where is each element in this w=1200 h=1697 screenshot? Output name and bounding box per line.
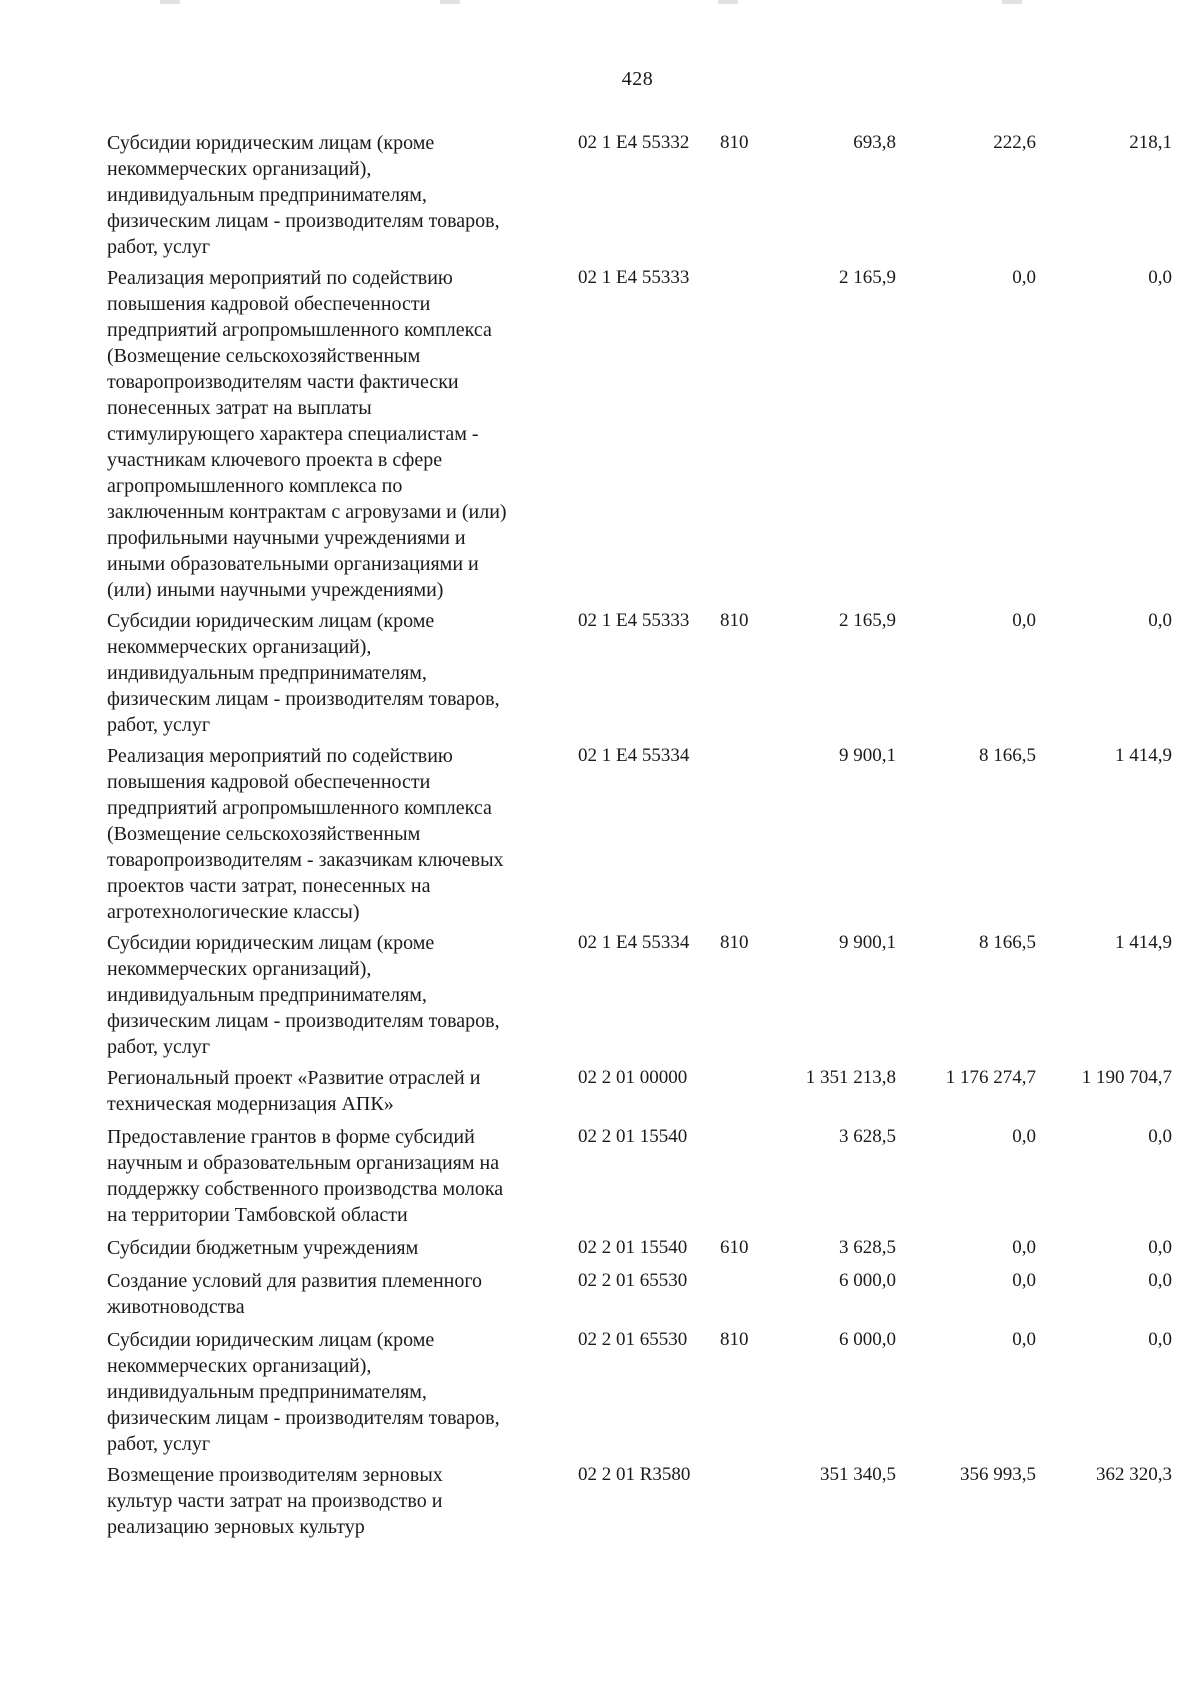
row-amount-year-2: 8 166,5 — [979, 745, 1036, 766]
row-name: Региональный проект «Развитие отраслей и техническая модернизация АПК» — [107, 1067, 481, 1115]
row-amount-year-1: 6 000,0 — [839, 1270, 896, 1291]
row-amount-year-2: 0,0 — [1012, 1237, 1036, 1258]
row-amount-year-3: 1 190 704,7 — [1081, 1067, 1172, 1088]
row-amount-year-3: 218,1 — [1129, 132, 1172, 153]
row-amount-year-1: 9 900,1 — [839, 745, 896, 766]
row-name: Реализация мероприятий по содействию повышения кадровой обеспеченности предприятий агропромышленного комплекса (Возмещение сельскохозяйственным товаропроизводителям - заказчикам ключевых проектов части затрат, понесенных на агротехнологические классы) — [107, 745, 504, 923]
row-amount-year-1: 1 351 213,8 — [805, 1067, 896, 1088]
row-target-code: 02 2 01 65530 — [578, 1270, 688, 1291]
row-name: Предоставление грантов в форме субсидий научным и образовательным организациям на поддержку собственного производства молока на территории Тамбовской области — [107, 1126, 504, 1226]
row-name: Возмещение производителям зерновых культур части затрат на производство и реализацию зерновых культур — [107, 1464, 443, 1538]
scan-artifact — [160, 0, 180, 4]
row-target-code: 02 2 01 R3580 — [578, 1464, 691, 1485]
row-target-code: 02 2 01 15540 — [578, 1237, 688, 1258]
row-amount-year-3: 1 414,9 — [1115, 745, 1172, 766]
row-amount-year-3: 1 414,9 — [1115, 932, 1172, 953]
row-name: Субсидии юридическим лицам (кроме некоммерческих организаций), индивидуальным предпринимателям, физическим лицам - производителям товаров, работ, услуг — [107, 1329, 500, 1455]
row-name: Реализация мероприятий по содействию повышения кадровой обеспеченности предприятий агропромышленного комплекса (Возмещение сельскохозяйственным товаропроизводителям части фактически понесенных затрат на выплаты стимулирующего характера специалистам - участникам ключевого проекта в сфере агропромышленного комплекса по заключенным контрактам с агровузами и (или) профильными научными учреждениями и иными образовательными организациями и (или) иными научными учреждениями) — [107, 267, 507, 601]
row-target-code: 02 1 E4 55334 — [578, 932, 690, 953]
row-amount-year-1: 693,8 — [853, 132, 896, 153]
row-amount-year-2: 0,0 — [1012, 610, 1036, 631]
row-amount-year-1: 2 165,9 — [839, 610, 896, 631]
row-amount-year-3: 0,0 — [1148, 1329, 1172, 1350]
row-target-code: 02 2 01 65530 — [578, 1329, 688, 1350]
row-amount-year-1: 351 340,5 — [820, 1464, 896, 1485]
row-expense-type: 810 — [720, 132, 749, 153]
row-name: Субсидии юридическим лицам (кроме некоммерческих организаций), индивидуальным предпринимателям, физическим лицам - производителям товаров, работ, услуг — [107, 932, 500, 1058]
row-expense-type: 810 — [720, 610, 749, 631]
row-target-code: 02 1 E4 55334 — [578, 745, 690, 766]
row-target-code: 02 1 E4 55332 — [578, 132, 690, 153]
row-amount-year-3: 0,0 — [1148, 267, 1172, 288]
row-name: Субсидии бюджетным учреждениям — [107, 1237, 419, 1259]
row-name: Субсидии юридическим лицам (кроме некоммерческих организаций), индивидуальным предпринимателям, физическим лицам - производителям товаров, работ, услуг — [107, 132, 500, 258]
row-expense-type: 610 — [720, 1237, 749, 1258]
row-amount-year-1: 2 165,9 — [839, 267, 896, 288]
row-target-code: 02 1 E4 55333 — [578, 610, 690, 631]
row-name: Субсидии юридическим лицам (кроме некоммерческих организаций), индивидуальным предпринимателям, физическим лицам - производителям товаров, работ, услуг — [107, 610, 500, 736]
row-amount-year-2: 0,0 — [1012, 1329, 1036, 1350]
row-amount-year-1: 3 628,5 — [839, 1126, 896, 1147]
row-amount-year-3: 0,0 — [1148, 610, 1172, 631]
row-expense-type: 810 — [720, 1329, 749, 1350]
row-amount-year-2: 222,6 — [993, 132, 1036, 153]
row-expense-type: 810 — [720, 932, 749, 953]
row-amount-year-2: 1 176 274,7 — [945, 1067, 1036, 1088]
row-amount-year-3: 0,0 — [1148, 1270, 1172, 1291]
row-amount-year-2: 8 166,5 — [979, 932, 1036, 953]
row-amount-year-1: 9 900,1 — [839, 932, 896, 953]
row-name: Создание условий для развития племенного животноводства — [107, 1270, 483, 1318]
row-amount-year-1: 6 000,0 — [839, 1329, 896, 1350]
row-target-code: 02 2 01 15540 — [578, 1126, 688, 1147]
row-amount-year-3: 0,0 — [1148, 1126, 1172, 1147]
row-amount-year-2: 0,0 — [1012, 267, 1036, 288]
row-amount-year-1: 3 628,5 — [839, 1237, 896, 1258]
scan-artifact — [1002, 0, 1022, 4]
scan-artifact — [718, 0, 738, 4]
row-amount-year-2: 0,0 — [1012, 1270, 1036, 1291]
row-amount-year-3: 362 320,3 — [1096, 1464, 1172, 1485]
row-target-code: 02 1 E4 55333 — [578, 267, 690, 288]
page-number: 428 — [621, 68, 654, 90]
scan-artifact — [440, 0, 460, 4]
row-target-code: 02 2 01 00000 — [578, 1067, 688, 1088]
row-amount-year-2: 0,0 — [1012, 1126, 1036, 1147]
row-amount-year-3: 0,0 — [1148, 1237, 1172, 1258]
row-amount-year-2: 356 993,5 — [960, 1464, 1036, 1485]
